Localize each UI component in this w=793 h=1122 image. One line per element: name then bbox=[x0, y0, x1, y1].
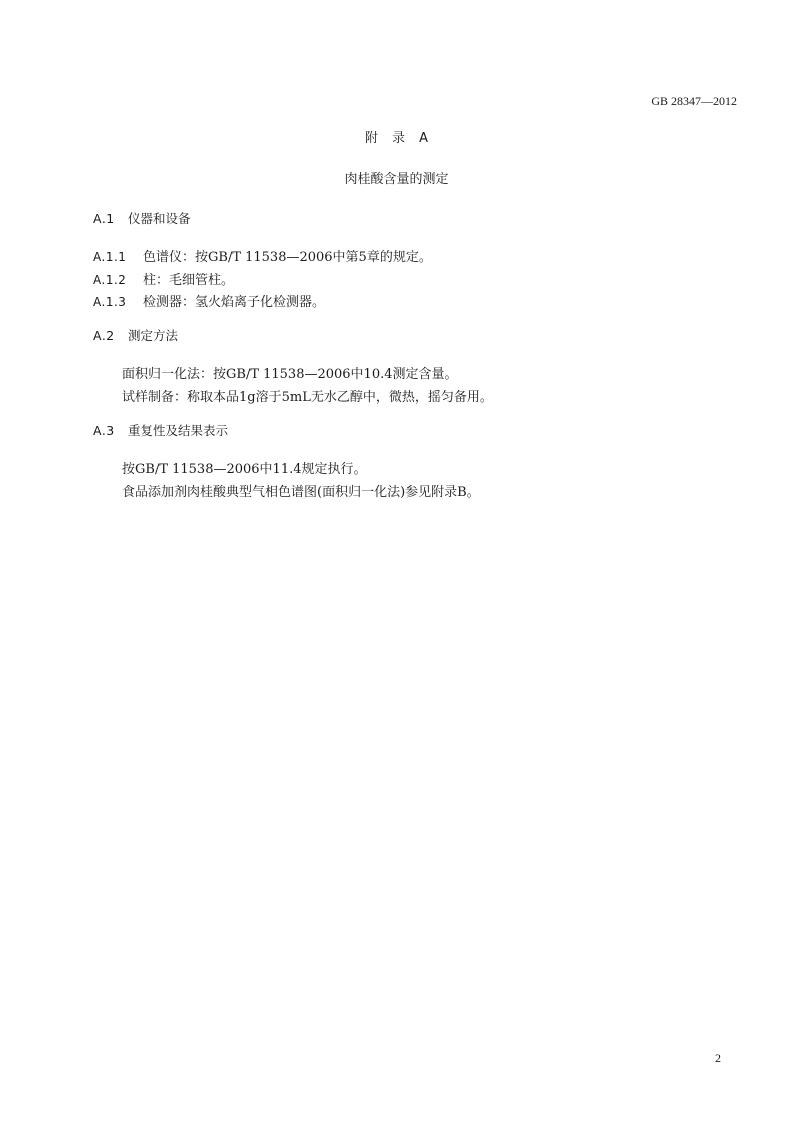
annex-char-3: A bbox=[419, 131, 428, 146]
paragraph-a3-1: 按GB/T 11538—2006中11.4规定执行。 bbox=[122, 462, 367, 477]
section-title: 重复性及结果表示 bbox=[128, 423, 229, 438]
clause-number: A.1.2 bbox=[93, 273, 127, 287]
document-title: 肉桂酸含量的测定 bbox=[344, 172, 449, 187]
section-a3-heading bbox=[93, 421, 228, 439]
paragraph-a3-2: 食品添加剂肉桂酸典型气相色谱图(面积归一化法)参见附录B。 bbox=[122, 485, 480, 500]
annex-heading bbox=[0, 127, 793, 146]
paragraph-a2-1: 面积归一化法：按GB/T 11538—2006中10.4测定含量。 bbox=[122, 367, 458, 382]
clause-text: 色谱仪：按GB/T 11538—2006中第5章的规定。 bbox=[143, 250, 432, 265]
annex-char-1: 附 bbox=[365, 131, 379, 146]
section-title: 仪器和设备 bbox=[128, 211, 191, 226]
page-number: 2 bbox=[715, 1051, 721, 1065]
paragraph-a2-2: 试样制备：称取本品1g溶于5mL无水乙醇中，微热，摇匀备用。 bbox=[122, 390, 493, 405]
annex-char-2: 录 bbox=[392, 131, 406, 146]
clause-text: 检测器：氢火焰离子化检测器。 bbox=[143, 295, 326, 310]
clause-number: A.1.1 bbox=[93, 250, 127, 264]
clause-a1-1 bbox=[93, 246, 432, 265]
section-number: A.2 bbox=[93, 328, 115, 343]
standard-code-header: GB 28347—2012 bbox=[651, 94, 737, 108]
clause-text: 柱：毛细管柱。 bbox=[143, 273, 235, 288]
clause-a1-2 bbox=[93, 269, 234, 288]
section-number: A.3 bbox=[93, 423, 115, 438]
section-a1-heading bbox=[93, 209, 191, 227]
section-number: A.1 bbox=[93, 211, 115, 226]
clause-a1-3 bbox=[93, 291, 325, 310]
section-a2-heading bbox=[93, 326, 178, 344]
clause-number: A.1.3 bbox=[93, 295, 127, 309]
section-title: 测定方法 bbox=[128, 328, 179, 343]
